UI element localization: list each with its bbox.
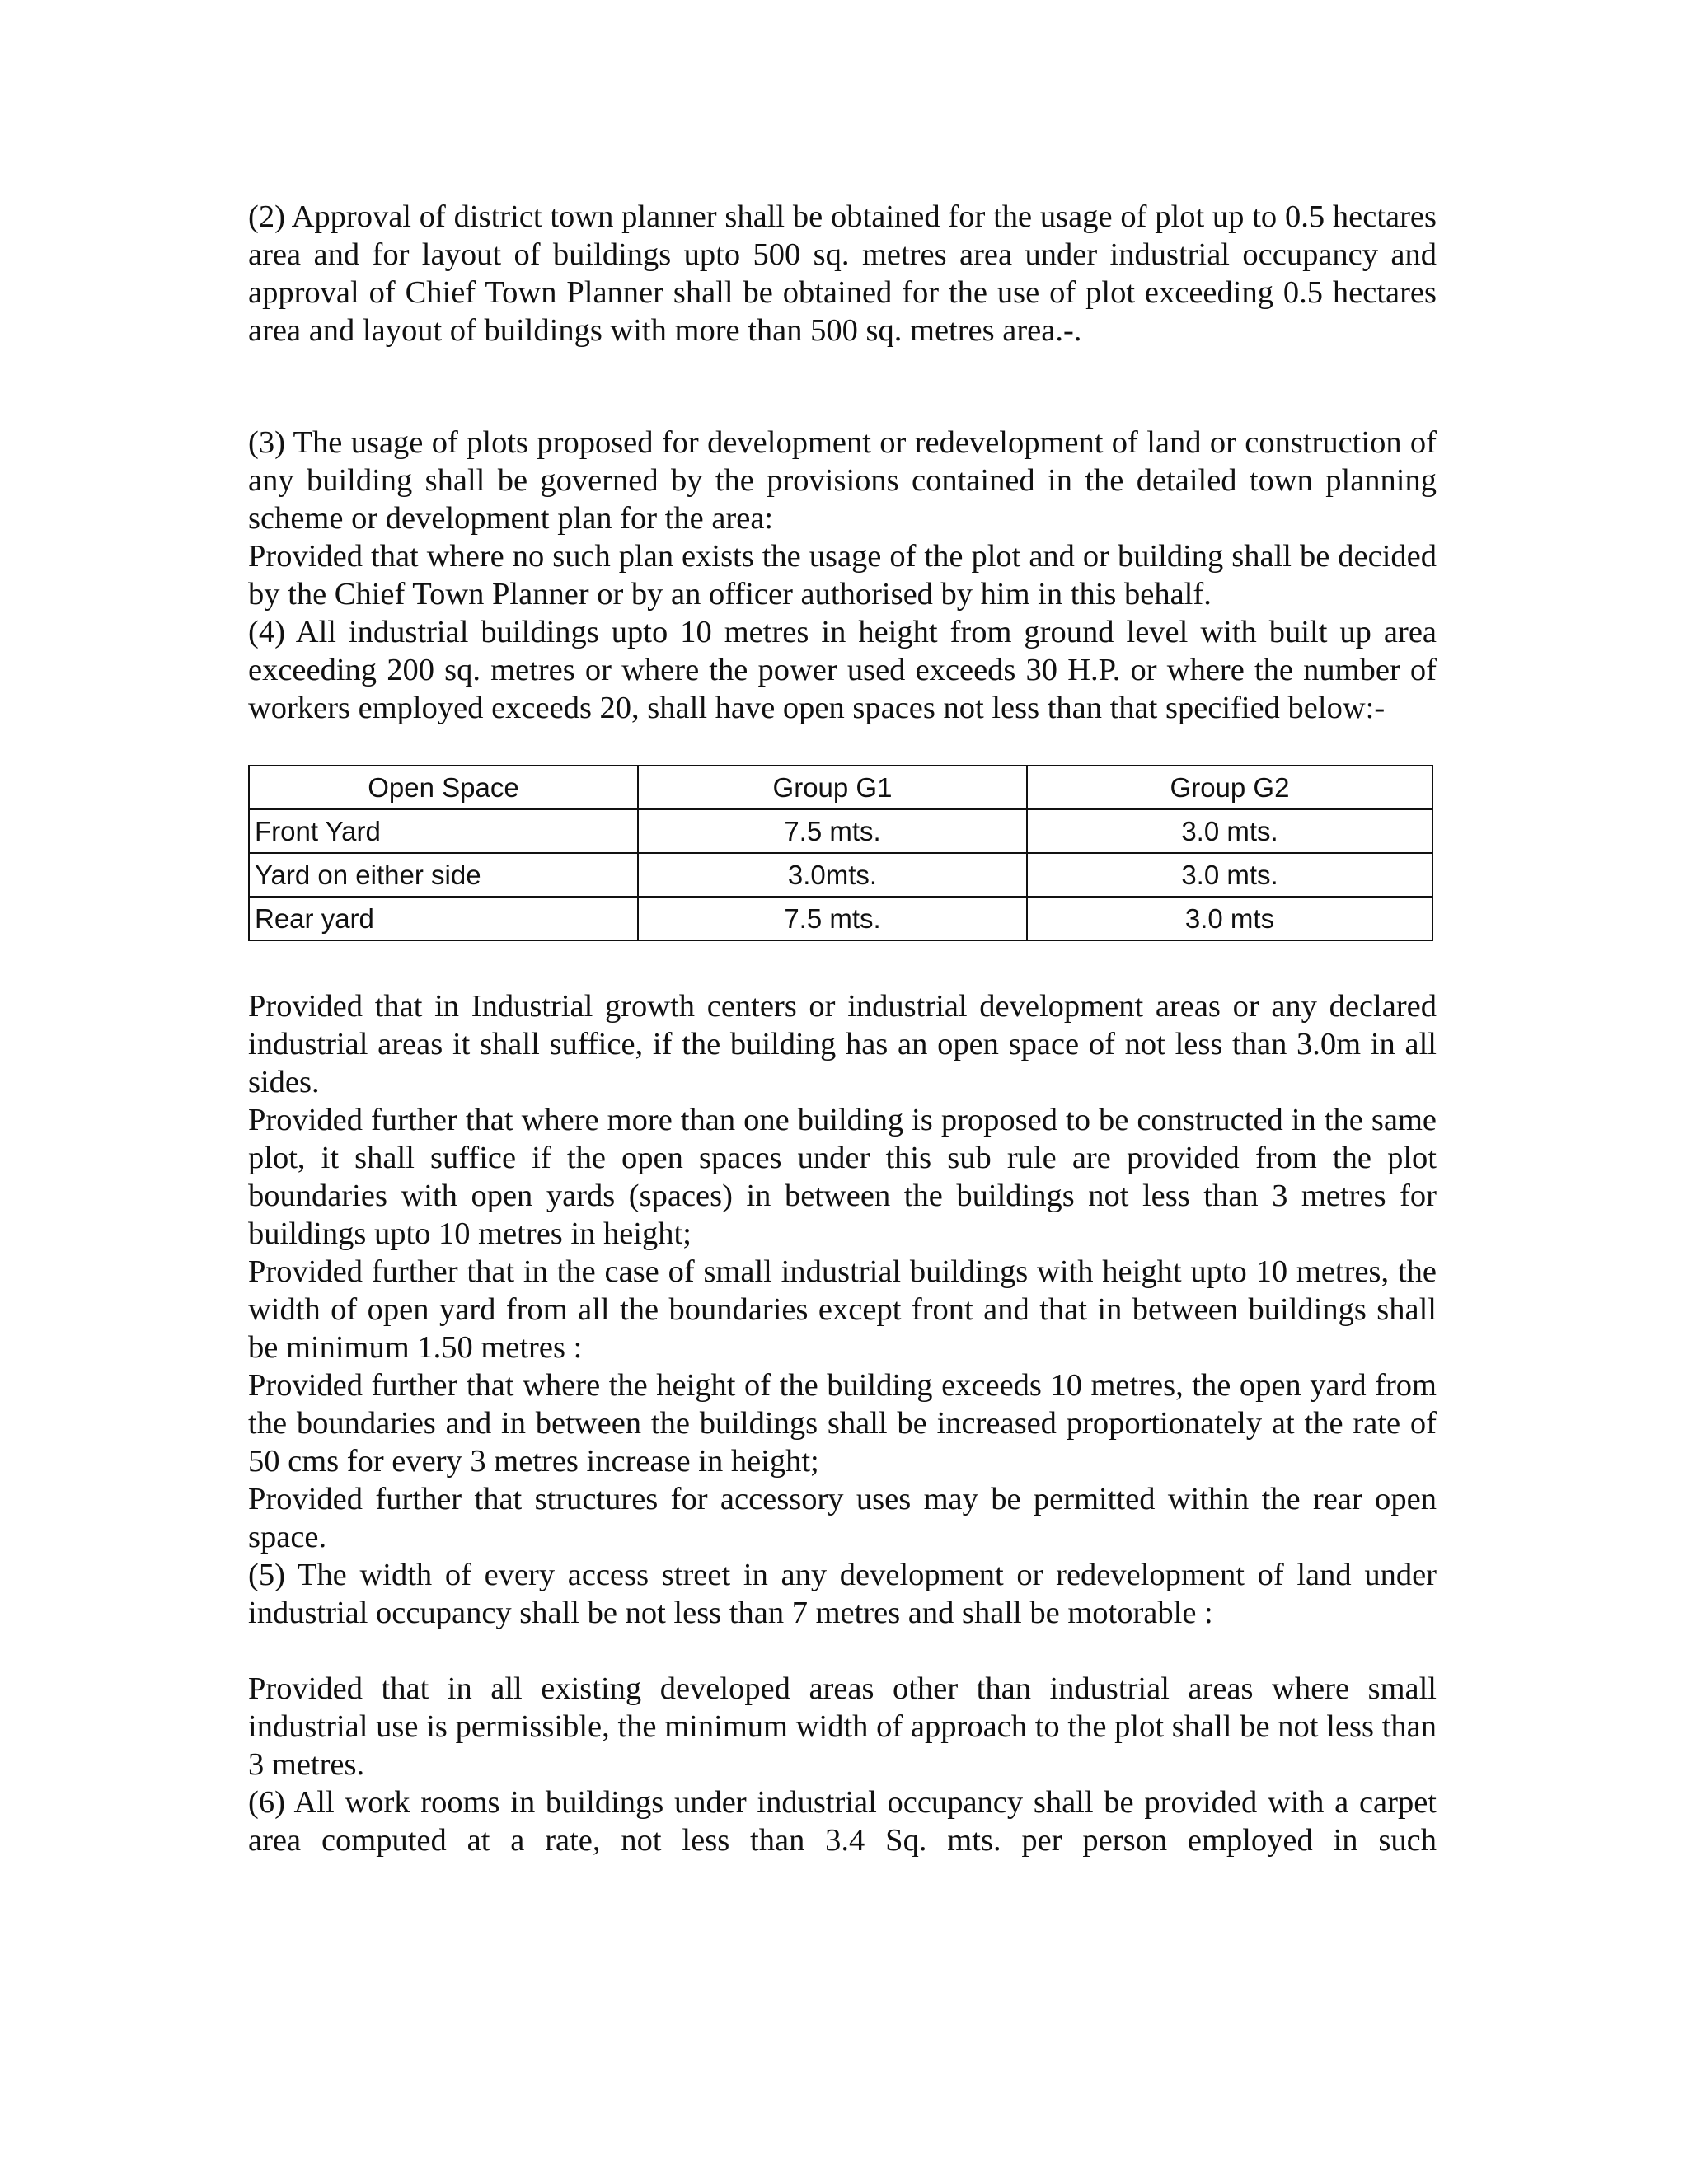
table-row [249, 897, 1432, 940]
table-row [249, 809, 1432, 853]
paragraph-3: (3) The usage of plots proposed for development or redevelopment of land or construction of any building shall be governed by the provisions contained in the detailed town planning scheme or development plan for the area: [248, 425, 1437, 536]
paragraph-5: (5) The width of every access street in any development or redevelopment of land under industrial occupancy shall be not less than 7 metres and shall be motorable : [248, 1558, 1437, 1630]
paragraph-3-proviso: Provided that where no such plan exists the usage of the plot and or building shall be decided by the Chief Town Planner or by an officer authorised by him in this behalf. [248, 539, 1437, 612]
table-cell: 3.0 mts. [1027, 809, 1432, 853]
paragraph-4: (4) All industrial buildings upto 10 metres in height from ground level with built up area exceeding 200 sq. metres or where the power used exceeds 30 H.P. or where the number of workers employed exceeds 20, shall have open spaces not less than that specified below:- [248, 615, 1437, 725]
open-space-table [248, 765, 1433, 941]
table-header-cell: Group G1 [638, 766, 1027, 809]
table-row [249, 853, 1432, 897]
proviso-accessory-uses: Provided further that structures for accessory uses may be permitted within the rear open space. [248, 1482, 1437, 1554]
proviso-small-industrial: Provided further that in the case of small industrial buildings with height upto 10 metres, the width of open yard from all the boundaries except front and that in between buildings shall be minimum 1.50 metres : [248, 1254, 1437, 1365]
document-page [248, 198, 1437, 1859]
table-cell: Rear yard [249, 897, 638, 940]
proviso-growth-centers: Provided that in Industrial growth centers or industrial development areas or any declared industrial areas it shall suffice, if the building has an open space of not less than 3.0m in all sides. [248, 989, 1437, 1099]
proviso-height-exceeds: Provided further that where the height of the building exceeds 10 metres, the open yard from the boundaries and in between the buildings shall be increased proportionately at the rate of 50 cms for every 3 metres increase in height; [248, 1368, 1437, 1479]
table-header-cell: Open Space [249, 766, 638, 809]
table-cell: 7.5 mts. [638, 897, 1027, 940]
paragraph-5-proviso: Provided that in all existing developed areas other than industrial areas where small industrial use is permissible, the minimum width of approach to the plot shall be not less than 3 metres. [248, 1671, 1437, 1782]
table-cell: 7.5 mts. [638, 809, 1027, 853]
paragraph-6: (6) All work rooms in buildings under industrial occupancy shall be provided with a carpet area computed at a rate, not less than 3.4 Sq. mts. per person employed in such [248, 1785, 1437, 1858]
table-header-cell: Group G2 [1027, 766, 1432, 809]
paragraph-2: (2) Approval of district town planner shall be obtained for the usage of plot up to 0.5 hectares area and for layout of buildings upto 500 sq. metres area under industrial occupancy and approval of Chief Town Planner shall be obtained for the use of plot exceeding 0.5 hectares area and layout of buildings with more than 500 sq. metres area.-. [248, 199, 1437, 348]
table-cell: Yard on either side [249, 853, 638, 897]
table-cell: Front Yard [249, 809, 638, 853]
table-cell: 3.0mts. [638, 853, 1027, 897]
table-cell: 3.0 mts [1027, 897, 1432, 940]
proviso-multiple-buildings: Provided further that where more than one building is proposed to be constructed in the same plot, it shall suffice if the open spaces under this sub rule are provided from the plot boundaries with open yards (spaces) in between the buildings not less than 3 metres for buildings upto 10 metres in height; [248, 1103, 1437, 1251]
table-cell: 3.0 mts. [1027, 853, 1432, 897]
table-header-row [249, 766, 1432, 809]
